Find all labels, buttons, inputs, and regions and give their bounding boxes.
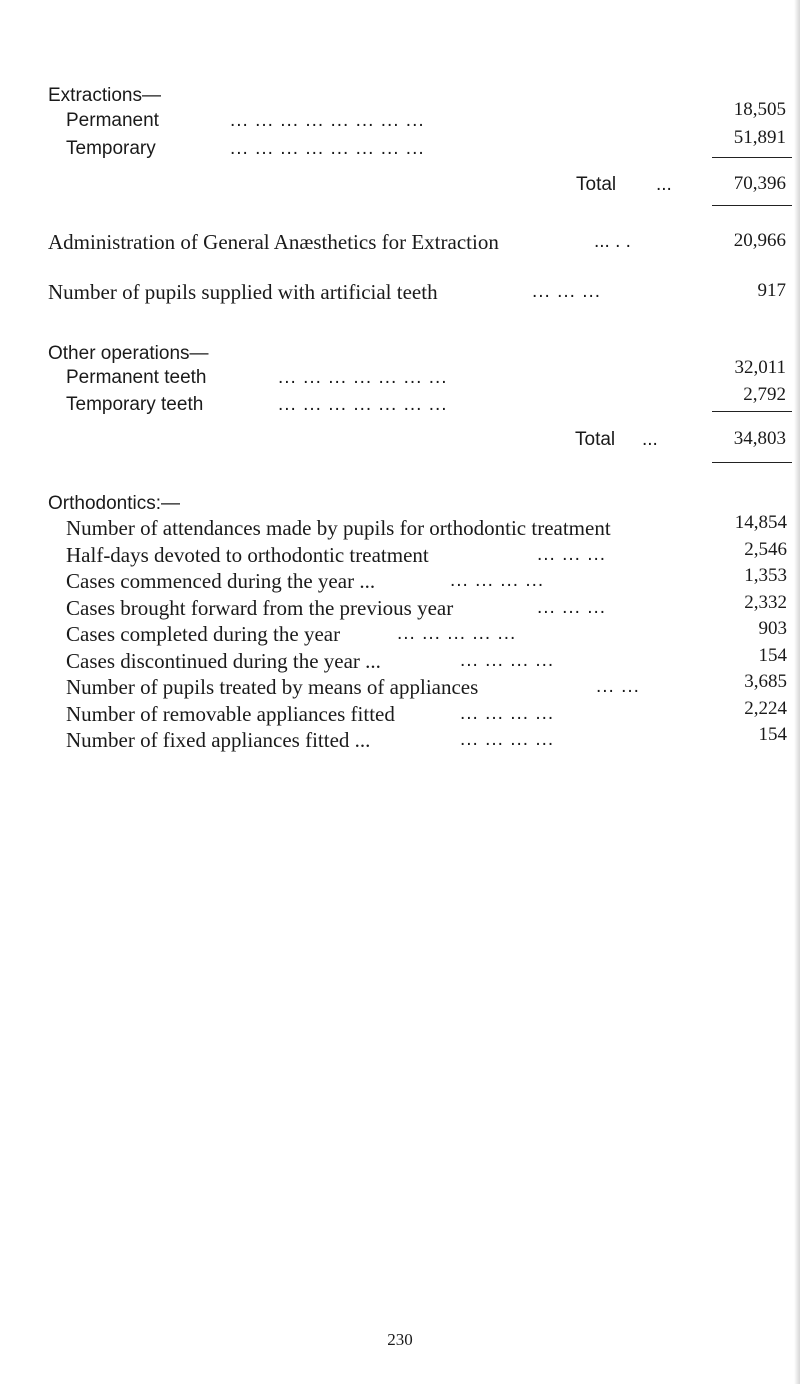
extractions-temporary-value: 51,891 — [733, 127, 786, 148]
ortho-row-value: 3,685 — [744, 671, 787, 692]
other-total-value: 34,803 — [733, 428, 786, 449]
ortho-row-value: 2,546 — [744, 539, 787, 560]
artificial-teeth-label: Number of pupils supplied with artificial teeth — [48, 280, 438, 304]
anaesthetics-value: 20,966 — [733, 230, 786, 251]
extractions-total-label: Total — [576, 174, 617, 195]
ortho-row-label: Number of attendances made by pupils for orthodontic treatment — [66, 516, 611, 540]
other-permanent-dots: ... ... ... ... ... ... ... — [278, 367, 448, 388]
extractions-total-rule — [712, 205, 792, 206]
extractions-subtotal-rule — [712, 157, 792, 158]
other-temporary-value: 2,792 — [743, 384, 786, 405]
ortho-row-value: 2,224 — [744, 698, 787, 719]
other-operations-heading: Other operations— — [48, 343, 209, 364]
anaesthetics-dots: ... . . — [594, 231, 631, 252]
extractions-heading: Extractions— — [48, 85, 161, 106]
extractions-permanent-label: Permanent — [66, 110, 159, 131]
extractions-temporary-label: Temporary — [66, 138, 156, 159]
ortho-row-label: Cases brought forward from the previous year — [66, 596, 454, 620]
ortho-row-dots: ... ... ... ... — [460, 650, 555, 671]
ortho-row-dots: ... ... ... ... ... — [397, 623, 517, 644]
ortho-row-dots: ... ... ... — [537, 597, 607, 618]
other-permanent-label: Permanent teeth — [66, 367, 207, 388]
ortho-row-value: 14,854 — [734, 512, 787, 533]
ortho-row-dots: ... ... ... — [537, 544, 607, 565]
extractions-total-dots: ... — [656, 174, 672, 195]
extractions-permanent-value: 18,505 — [733, 99, 786, 120]
ortho-row-label: Number of pupils treated by means of appliances — [66, 675, 479, 699]
ortho-row-label: Cases commenced during the year ... — [66, 569, 376, 593]
extractions-total-value: 70,396 — [733, 173, 786, 194]
ortho-row-value: 903 — [758, 618, 787, 639]
extractions-permanent-dots: ... ... ... ... ... ... ... ... — [230, 110, 425, 131]
extractions-temporary-dots: ... ... ... ... ... ... ... ... — [230, 138, 425, 159]
other-subtotal-rule — [712, 411, 792, 412]
ortho-row-value: 2,332 — [744, 592, 787, 613]
ortho-row-value: 154 — [758, 724, 787, 745]
other-total-label: Total — [575, 429, 616, 450]
other-temporary-dots: ... ... ... ... ... ... ... — [278, 394, 448, 415]
ortho-row-value: 1,353 — [744, 565, 787, 586]
ortho-row-dots: ... ... ... ... — [450, 570, 545, 591]
ortho-row-label: Cases completed during the year — [66, 622, 341, 646]
ortho-row-dots: ... ... ... ... — [460, 703, 555, 724]
ortho-row-label: Half-days devoted to orthodontic treatment — [66, 543, 429, 567]
anaesthetics-label: Administration of General Anæsthetics for Extraction — [48, 230, 499, 254]
ortho-row-label: Number of removable appliances fitted — [66, 702, 395, 726]
artificial-teeth-value: 917 — [757, 280, 786, 301]
artificial-teeth-dots: ... ... ... — [532, 281, 602, 302]
other-total-rule — [712, 462, 792, 463]
ortho-row-dots: ... ... ... ... — [460, 729, 555, 750]
ortho-row-label: Cases discontinued during the year ... — [66, 649, 381, 673]
orthodontics-heading: Orthodontics:— — [48, 493, 180, 514]
page-edge-shadow — [794, 0, 800, 1384]
other-total-dots: ... — [642, 429, 658, 450]
other-permanent-value: 32,011 — [734, 357, 786, 378]
page-number: 230 — [387, 1330, 413, 1349]
ortho-row-value: 154 — [758, 645, 787, 666]
other-temporary-label: Temporary teeth — [66, 394, 204, 415]
ortho-row-dots: ... ... — [596, 676, 640, 697]
ortho-row-label: Number of fixed appliances fitted ... — [66, 728, 371, 752]
